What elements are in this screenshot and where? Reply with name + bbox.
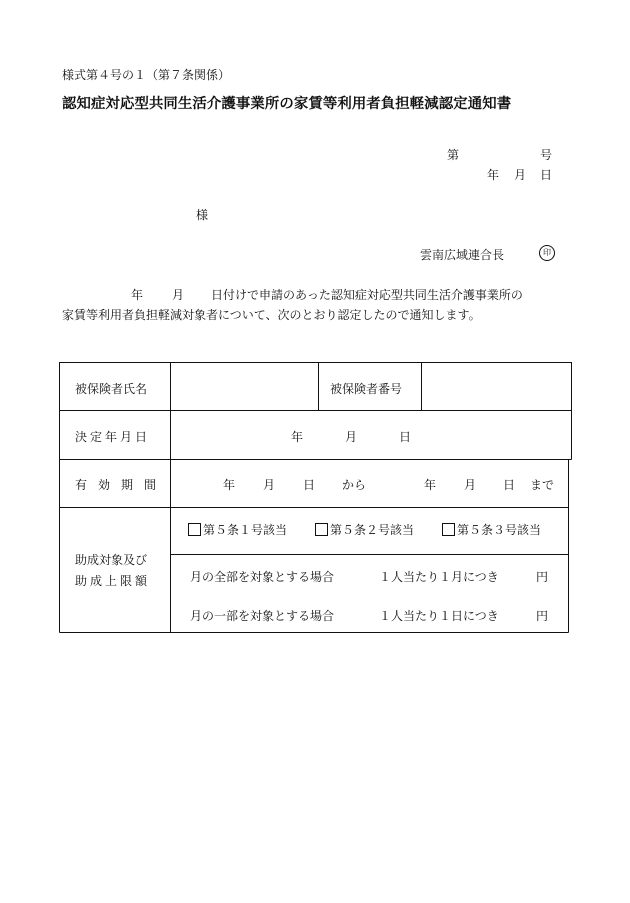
- decision-date-label: 決定年月日: [75, 430, 151, 444]
- checkbox-2-label: 第５条２号該当: [330, 523, 415, 537]
- insured-name-label: 被保険者氏名: [75, 382, 148, 396]
- issue-date-day: 日: [540, 168, 553, 182]
- validity-from: から: [342, 478, 367, 492]
- issue-date-month: 月: [514, 168, 527, 182]
- decision-date-year: 年: [291, 430, 304, 444]
- validity-label: 有効期間: [75, 478, 168, 492]
- insured-number-label: 被保険者番号: [330, 382, 403, 396]
- validity-to-year: 年: [424, 478, 437, 492]
- issue-date-year: 年: [487, 168, 500, 182]
- full-month-unit: 円: [536, 570, 549, 584]
- subsidy-label-line1: 助成対象及び: [75, 553, 148, 567]
- validity-from-day: 日: [303, 478, 316, 492]
- checkbox-3[interactable]: [442, 523, 455, 536]
- body-line2: 家賃等利用者負担軽減対象者について、次のとおり認定したので通知します。: [62, 308, 481, 322]
- issuer-name: 雲南広域連合長: [420, 248, 505, 262]
- validity-to-month: 月: [464, 478, 477, 492]
- checkbox-1[interactable]: [188, 523, 201, 536]
- document-title: 認知症対応型共同生活介護事業所の家賃等利用者負担軽減認定通知書: [62, 95, 512, 112]
- checkbox-2[interactable]: [315, 523, 328, 536]
- subsidy-label-line2: 助成上限額: [75, 574, 151, 588]
- checkbox-3-label: 第５条３号該当: [457, 523, 542, 537]
- decision-date-month: 月: [345, 430, 358, 444]
- checkbox-option-3[interactable]: [442, 521, 541, 538]
- validity-from-year: 年: [223, 478, 236, 492]
- full-month-condition: 月の全部を対象とする場合: [190, 570, 335, 584]
- form-number: 様式第４号の１（第７条関係）: [62, 68, 231, 82]
- checkbox-option-2[interactable]: [315, 521, 414, 538]
- notice-number-suffix: 号: [540, 148, 553, 162]
- partial-month-rate: １人当たり１日につき: [379, 609, 499, 623]
- insured-name-field[interactable]: [178, 380, 310, 398]
- checkbox-option-1[interactable]: [188, 521, 287, 538]
- decision-date-day: 日: [399, 430, 412, 444]
- recipient-honorific: 様: [196, 208, 209, 222]
- validity-from-month: 月: [263, 478, 276, 492]
- body-year: 年: [131, 288, 144, 302]
- insured-number-field[interactable]: [430, 380, 562, 398]
- notice-number-prefix: 第: [447, 148, 460, 162]
- full-month-rate: １人当たり１月につき: [379, 570, 499, 584]
- body-line1: 日付けで申請のあった認知症対応型共同生活介護事業所の: [211, 288, 523, 302]
- checkbox-1-label: 第５条１号該当: [203, 523, 288, 537]
- validity-until: まで: [530, 478, 555, 492]
- partial-month-unit: 円: [536, 609, 549, 623]
- partial-month-condition: 月の一部を対象とする場合: [190, 609, 335, 623]
- validity-to-day: 日: [503, 478, 516, 492]
- seal-mark: 印: [539, 245, 555, 261]
- body-month: 月: [172, 288, 185, 302]
